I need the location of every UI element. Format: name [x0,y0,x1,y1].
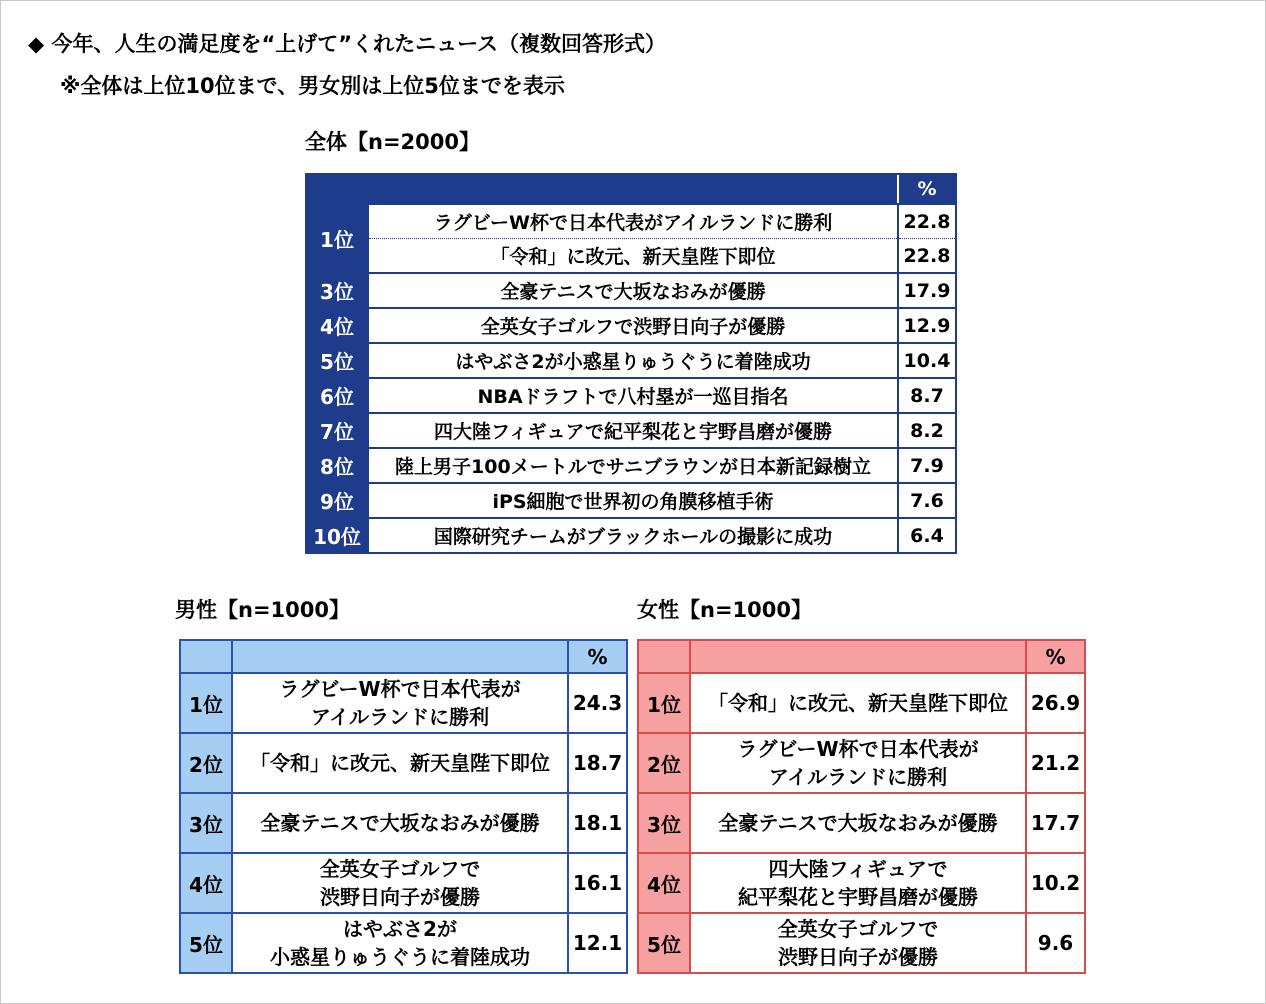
table-row [180,793,627,853]
item-cell: iPS細胞で世界初の角膜移植手術 [368,483,898,518]
item-line: 全英女子ゴルフで [777,917,939,941]
table-row [306,378,956,413]
table-row [180,673,627,733]
header-unit-cell: % [1026,640,1085,673]
item-cell: 全英女子ゴルフで渋野日向子が優勝 [368,308,898,343]
item-cell [232,673,568,733]
table-row [306,483,956,518]
rank-cell: 1位 [306,204,368,273]
item-line: ラグビーW杯で日本代表が [737,737,979,761]
item-cell: NBAドラフトで八村塁が一巡目指名 [368,378,898,413]
header-rank-cell [638,640,690,673]
table-row [638,673,1085,733]
item-cell [232,733,568,793]
table-row [306,239,956,274]
table-row [306,518,956,553]
item-line: アイルランドに勝利 [768,765,948,789]
item-cell: 全豪テニスで大坂なおみが優勝 [368,273,898,308]
item-line: 四大陸フィギュアで [768,857,948,881]
value-cell: 7.6 [898,483,956,518]
item-cell: 国際研究チームがブラックホールの撮影に成功 [368,518,898,553]
rank-cell: 3位 [180,793,232,853]
item-cell [232,853,568,913]
item-line: 渋野日向子が優勝 [778,945,938,969]
item-line: 渋野日向子が優勝 [320,885,480,909]
item-line: 「令和」に改元、新天皇陛下即位 [708,691,1008,715]
table-row [638,913,1085,973]
table-row [180,913,627,973]
item-cell: 「令和」に改元、新天皇陛下即位 [368,239,898,274]
value-cell: 7.9 [898,448,956,483]
rank-cell: 1位 [638,673,690,733]
item-cell: 陸上男子100メートルでサニブラウンが日本新記録樹立 [368,448,898,483]
table-row [180,733,627,793]
rank-cell: 4位 [180,853,232,913]
item-cell: はやぶさ2が小惑星りゅうぐうに着陸成功 [368,343,898,378]
male-ranking-table [179,639,628,974]
value-cell: 18.7 [568,733,627,793]
rank-cell: 3位 [306,273,368,308]
value-cell: 22.8 [898,239,956,274]
rank-cell: 5位 [180,913,232,973]
rank-cell: 5位 [638,913,690,973]
value-cell: 21.2 [1026,733,1085,793]
rank-cell: 9位 [306,483,368,518]
rank-cell: 2位 [180,733,232,793]
value-cell: 17.9 [898,273,956,308]
male-table-title: 男性【n=1000】 [175,598,350,622]
item-line: ラグビーW杯で日本代表が [279,677,521,701]
value-cell: 12.9 [898,308,956,343]
table-row [638,853,1085,913]
table-header-row [180,640,627,673]
item-cell [690,853,1026,913]
female-table-title: 女性【n=1000】 [637,598,812,622]
table-row [306,273,956,308]
value-cell: 10.2 [1026,853,1085,913]
rank-cell: 3位 [638,793,690,853]
item-line: 紀平梨花と宇野昌磨が優勝 [738,885,978,909]
item-cell: 四大陸フィギュアで紀平梨花と宇野昌磨が優勝 [368,413,898,448]
rank-cell: 10位 [306,518,368,553]
table-header-row [306,174,956,204]
rank-cell: 4位 [306,308,368,343]
item-line: 全豪テニスで大坂なおみが優勝 [718,811,998,835]
rank-cell: 5位 [306,343,368,378]
item-cell [232,793,568,853]
value-cell: 26.9 [1026,673,1085,733]
item-line: 小惑星りゅうぐうに着陸成功 [270,945,530,969]
figure-title: ◆ 今年、人生の満足度を“上げて”くれたニュース（複数回答形式） [28,32,667,56]
rank-cell: 6位 [306,378,368,413]
figure-note: ※全体は上位10位まで、男女別は上位5位までを表示 [60,74,565,98]
item-cell [690,733,1026,793]
item-cell [690,913,1026,973]
table-row [180,853,627,913]
header-rank-cell [180,640,232,673]
value-cell: 17.7 [1026,793,1085,853]
table-row [306,204,956,239]
item-cell: ラグビーW杯で日本代表がアイルランドに勝利 [368,204,898,239]
value-cell: 18.1 [568,793,627,853]
item-cell [690,793,1026,853]
header-item-cell [690,640,1026,673]
header-unit-cell: % [898,174,956,204]
header-rank-cell [306,174,368,204]
table-row [306,308,956,343]
item-line: 全豪テニスで大坂なおみが優勝 [260,811,540,835]
rank-cell: 1位 [180,673,232,733]
value-cell: 8.2 [898,413,956,448]
header-item-cell [368,174,898,204]
value-cell: 9.6 [1026,913,1085,973]
rank-cell: 8位 [306,448,368,483]
header-item-cell [232,640,568,673]
table-row [638,793,1085,853]
table-row [306,343,956,378]
value-cell: 22.8 [898,204,956,239]
item-line: アイルランドに勝利 [310,705,490,729]
value-cell: 8.7 [898,378,956,413]
value-cell: 6.4 [898,518,956,553]
table-header-row [638,640,1085,673]
rank-cell: 2位 [638,733,690,793]
item-cell [232,913,568,973]
item-cell [690,673,1026,733]
table-row [306,448,956,483]
value-cell: 24.3 [568,673,627,733]
table-row [638,733,1085,793]
rank-cell: 4位 [638,853,690,913]
female-ranking-table [637,639,1086,974]
header-unit-cell: % [568,640,627,673]
item-line: はやぶさ2が [343,917,457,941]
value-cell: 12.1 [568,913,627,973]
item-line: 全英女子ゴルフで [319,857,481,881]
item-line: 「令和」に改元、新天皇陛下即位 [250,751,550,775]
overall-table-title: 全体【n=2000】 [305,130,480,154]
value-cell: 16.1 [568,853,627,913]
table-row [306,413,956,448]
overall-ranking-table [305,173,957,554]
value-cell: 10.4 [898,343,956,378]
rank-cell: 7位 [306,413,368,448]
